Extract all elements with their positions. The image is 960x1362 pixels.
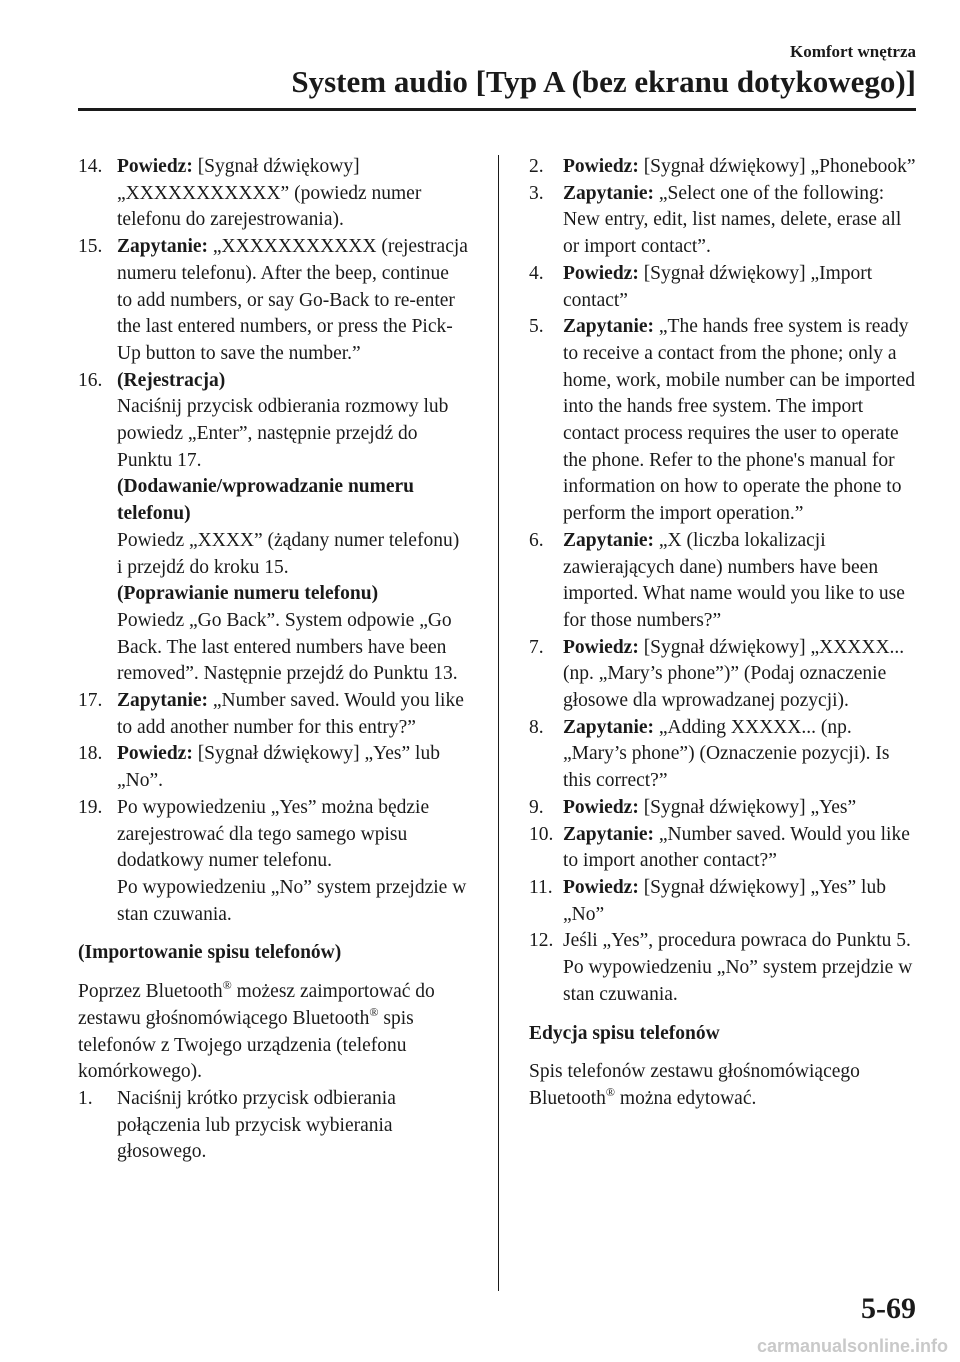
step-number: 19. — [78, 796, 103, 818]
step-label: Powiedz: — [563, 876, 639, 898]
watermark: carmanualsonline.info — [756, 1336, 948, 1356]
step-number: 9. — [529, 796, 544, 818]
step-number: 17. — [78, 690, 103, 712]
column-divider — [498, 155, 499, 1291]
step-label: Zapytanie: — [563, 316, 655, 338]
step-text: Po wypowiedzeniu „No” system przejdzie w stan czuwania. — [117, 876, 467, 925]
step-16 — [78, 368, 468, 688]
step-label: Powiedz: — [117, 743, 193, 765]
step-number: 10. — [529, 823, 554, 845]
step-3 — [529, 181, 919, 261]
step-18 — [78, 741, 468, 794]
step-number: 12. — [529, 930, 554, 952]
step-label: Zapytanie: — [563, 823, 655, 845]
step-text: Po wypowiedzeniu „No” system przejdzie w stan czuwania. — [563, 957, 913, 1005]
section-label: Komfort wnętrza — [789, 42, 916, 61]
step-number: 3. — [529, 182, 544, 204]
step-text: [Sygnał dźwiękowy] „Yes” lub „No”. — [117, 743, 440, 792]
step-number: 2. — [529, 156, 544, 177]
step-10 — [529, 822, 919, 875]
step-7 — [529, 635, 919, 715]
subheading: (Dodawanie/wprowadzanie numeru telefonu) — [117, 476, 415, 525]
step-text: „Select one of the following: New entry, edit, list names, delete, erase all or import contact”. — [563, 182, 902, 258]
step-label: Zapytanie: — [117, 236, 209, 258]
edit-intro: Spis telefonów zestawu głośnomówiącego Bluetooth® można edytować. — [529, 1061, 860, 1109]
registered-mark: ® — [369, 1004, 379, 1019]
registered-mark: ® — [222, 978, 232, 993]
right-column — [529, 154, 919, 1113]
step-4 — [529, 261, 919, 314]
step-text: „X (liczba lokalizacji zawierających dane) numbers have been imported. What name would you like to use for those numbers?” — [563, 529, 905, 631]
step-label: Zapytanie: — [563, 182, 655, 204]
step-14 — [78, 154, 468, 234]
step-number: 4. — [529, 262, 544, 284]
step-11 — [529, 875, 919, 928]
header-rule — [78, 108, 916, 111]
step-text: „The hands free system is ready to receive a contact from the phone; only a home, work, mobile number can be imported into the hands free system. The import contact process requires the user to operate the phone. Refer to the phone's manual for information on how to operate the phone to perform the import operation.” — [563, 316, 915, 525]
step-label: Powiedz: — [117, 156, 193, 177]
step-text: [Sygnał dźwiękowy] „XXXXXXXXXXX” (powiedz numer telefonu do zarejestrowania). — [117, 156, 422, 231]
step-text: Powiedz „Go Back”. System odpowie „Go Back. The last entered numbers have been removed”. Następnie przejdź do Punktu 13. — [117, 609, 458, 685]
step-19 — [78, 795, 468, 929]
step-5 — [529, 314, 919, 528]
import-intro: Poprzez Bluetooth® możesz zaimportować do zestawu głośnomówiącego Bluetooth® spis telefonów z Twojego urządzenia (telefonu komórkowego). — [78, 978, 435, 1083]
step-text: „Number saved. Would you like to add another number for this entry?” — [117, 690, 464, 738]
step-label: Powiedz: — [563, 796, 639, 818]
step-number: 7. — [529, 636, 544, 658]
step-text: „Number saved. Would you like to import another contact?” — [563, 823, 910, 872]
step-2 — [529, 154, 919, 181]
step-text: Jeśli „Yes”, procedura powraca do Punktu 5. — [563, 930, 911, 952]
page-title: System audio [Typ A (bez ekranu dotykowego)] — [291, 64, 916, 99]
section-heading-import: (Importowanie spisu telefonów) — [78, 942, 342, 964]
step-text: Po wypowiedzeniu „Yes” można będzie zarejestrować dla tego samego wpisu dodatkowy numer telefonu. — [117, 796, 430, 872]
step-label: Powiedz: — [563, 636, 639, 658]
step-15 — [78, 234, 468, 368]
step-label: Powiedz: — [563, 262, 639, 284]
step-number: 14. — [78, 156, 103, 177]
registered-mark: ® — [605, 1084, 616, 1099]
step-number: 8. — [529, 716, 544, 738]
step-text: Naciśnij przycisk odbierania rozmowy lub powiedz „Enter”, następnie przejdź do Punktu 17. — [117, 396, 449, 471]
step-text: „XXXXXXXXXXX (rejestracja numeru telefonu). After the beep, continue to add numbers, or say Go-Back to re-enter the last entered numbers, or press the Pick- Up button to save the number.” — [117, 236, 468, 364]
step-text: „Adding XXXXX... (np. „Mary’s phone”) (Oznaczenie pozycji). Is this correct?” — [563, 716, 890, 792]
step-label: Powiedz: — [563, 156, 639, 177]
step-label: Zapytanie: — [563, 716, 655, 738]
step-text: [Sygnał dźwiękowy] „XXXXX... (np. „Mary’s phone”)” (Podaj oznaczenie głosowe dla wprowadzanej pozycji). — [563, 636, 905, 712]
step-text: [Sygnał dźwiękowy] „Yes” — [638, 796, 857, 818]
step-text: [Sygnał dźwiękowy] „Yes” lub „No” — [563, 876, 886, 925]
page-number: 5-69 — [861, 1292, 916, 1325]
subheading: (Poprawianie numeru telefonu) — [117, 583, 379, 605]
step-12 — [529, 928, 919, 1008]
step-8 — [529, 715, 919, 795]
step-text: Powiedz „XXXX” (żądany numer telefonu) i przejdź do kroku 15. — [117, 529, 460, 578]
step-17 — [78, 688, 468, 741]
left-column — [78, 154, 468, 1166]
step-number: 18. — [78, 743, 103, 765]
section-heading-edit: Edycja spisu telefonów — [529, 1022, 720, 1044]
step-text: [Sygnał dźwiękowy] „Phonebook” — [638, 156, 916, 177]
step-text: Naciśnij krótko przycisk odbierania połączenia lub przycisk wybierania głosowego. — [117, 1087, 396, 1163]
step-9 — [529, 795, 919, 822]
step-number: 6. — [529, 529, 544, 551]
step-1 — [78, 1086, 468, 1166]
step-number: 1. — [78, 1087, 93, 1109]
step-6 — [529, 528, 919, 635]
step-number: 15. — [78, 236, 103, 258]
step-text: [Sygnał dźwiękowy] „Import contact” — [563, 262, 873, 311]
step-label: Zapytanie: — [563, 529, 655, 551]
step-label: (Rejestracja) — [117, 369, 226, 391]
step-number: 11. — [529, 876, 553, 898]
step-number: 16. — [78, 369, 103, 391]
step-number: 5. — [529, 316, 544, 338]
step-label: Zapytanie: — [117, 690, 209, 712]
